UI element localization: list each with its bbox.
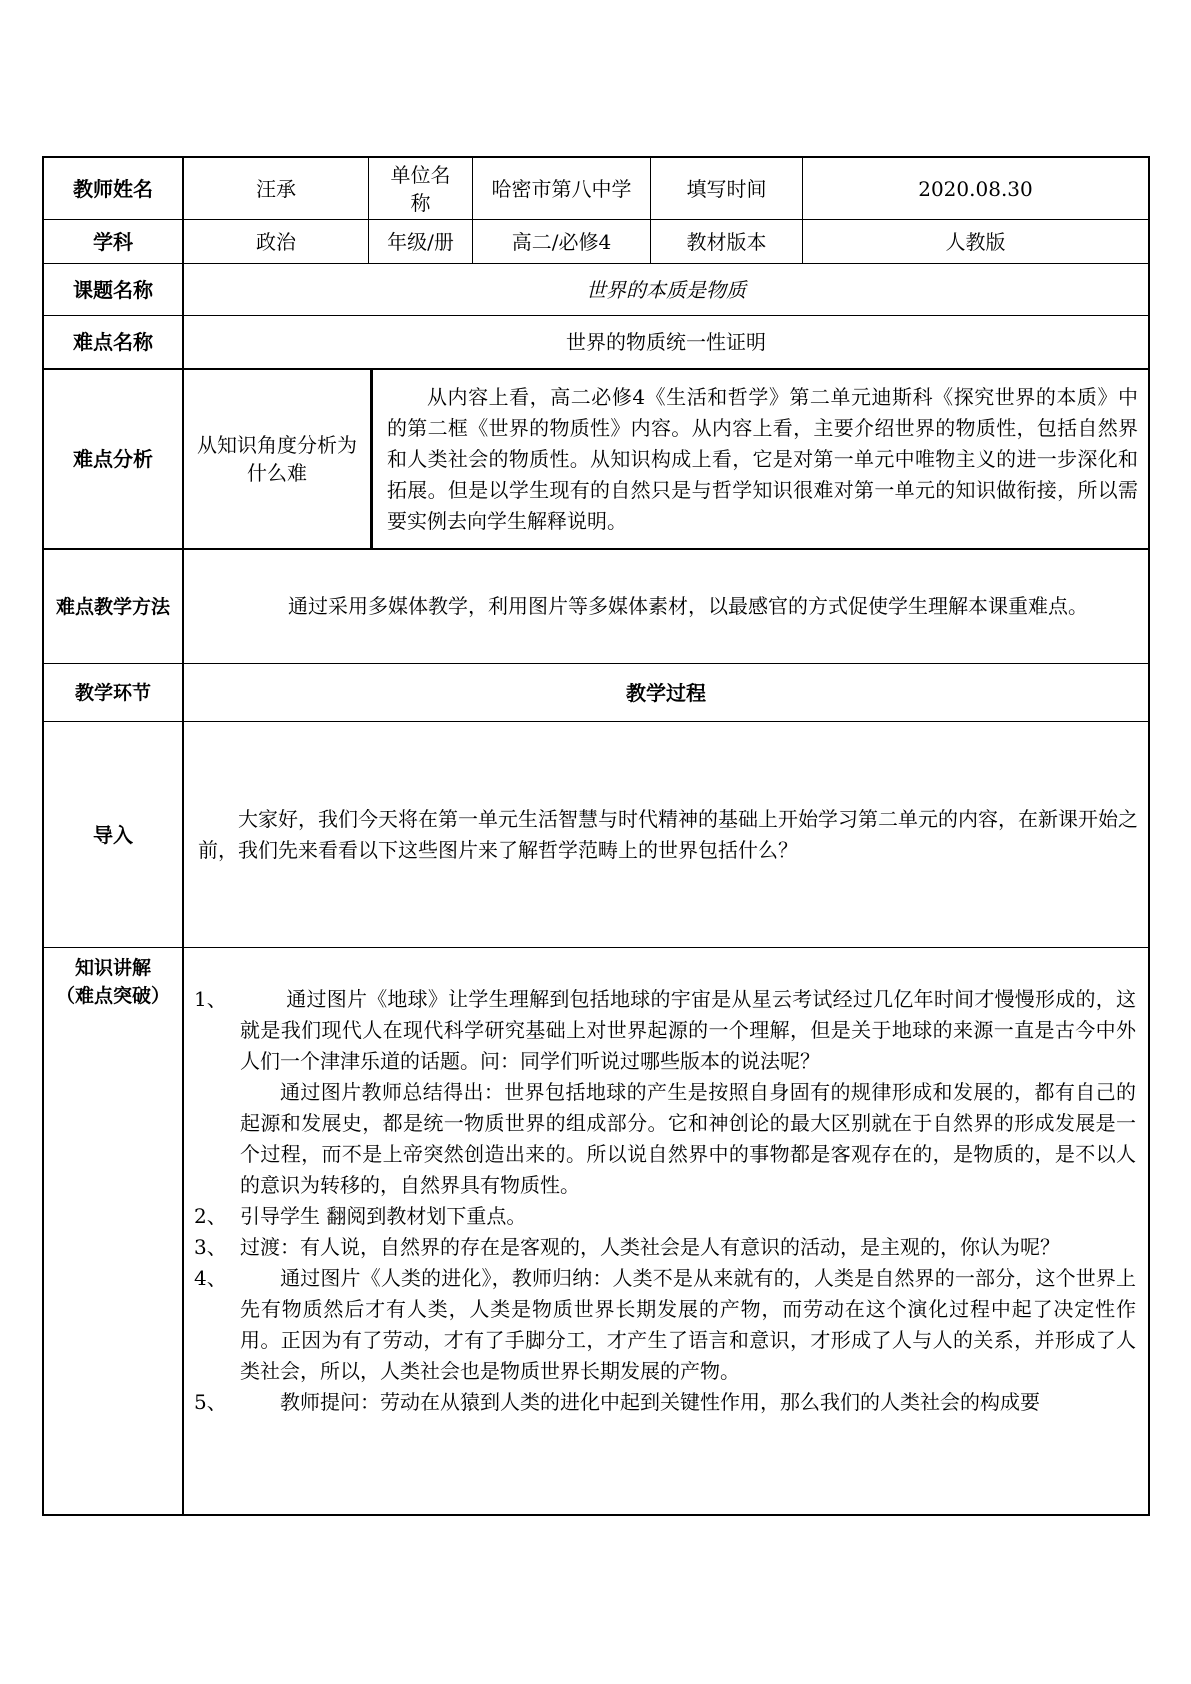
unit-label: 单位名称: [368, 158, 472, 219]
row-teacher: [44, 158, 1148, 220]
process-stage-label: 教学环节: [74, 681, 151, 704]
knowledge-label-line1: 知识讲解: [74, 957, 151, 979]
teacher-value: 汪承: [182, 158, 368, 219]
analysis-text-cell: [370, 370, 1148, 548]
row-topic: [44, 264, 1148, 316]
list-item-text: 通过图片《地球》让学生理解到包括地球的宇宙是从星云考试经过几亿年时间才慢慢形成的，这就是我们现代人在现代科学研究基础上对世界起源的一个理解，但是关于地球的来源一直是古今中外人们一个津津乐道的话题。问：同学们听说过哪些版本的说法呢？: [240, 987, 1136, 1073]
unit-value: 哈密市第八中学: [472, 158, 650, 219]
method-text: 通过采用多媒体教学，利用图片等多媒体素材，以最感官的方式促使学生理解本课重难点。: [288, 594, 1088, 618]
analysis-label: 难点分析: [73, 447, 153, 471]
knowledge-list: [182, 948, 1148, 1514]
edition-label: 教材版本: [650, 220, 802, 263]
topic-value: 世界的本质是物质: [182, 264, 1148, 315]
method-label: 难点教学方法: [55, 595, 170, 618]
list-item-number: 2、: [194, 1204, 227, 1228]
row-knowledge: [44, 948, 1148, 1514]
list-item: [194, 1201, 1136, 1232]
analysis-sub-label: 从知识角度分析为什么难: [182, 370, 370, 548]
list-item: [194, 1263, 1136, 1387]
list-item-number: 3、: [194, 1235, 227, 1259]
list-item-text: 引导学生 翻阅到教材划下重点。: [240, 1204, 527, 1228]
edition-value: 人教版: [802, 220, 1148, 263]
analysis-text: 从内容上看，高二必修4《生活和哲学》第二单元迪斯科《探究世界的本质》中的第二框《世界的物质性》内容。从内容上看，主要介绍世界的物质性，包括自然界和人类社会的物质性。从知识构成上看，它是对第一单元中唯物主义的进一步深化和拓展。但是以学生现有的自然只是与哲学知识很难对第一单元的知识做衔接，所以需要实例去向学生解释说明。: [387, 385, 1138, 533]
date-value: 2020.08.30: [802, 158, 1148, 219]
lesson-plan-table: [42, 156, 1150, 1516]
intro-text-cell: [182, 722, 1148, 947]
process-title: 教学过程: [182, 664, 1148, 721]
intro-text: 大家好，我们今天将在第一单元生活智慧与时代精神的基础上开始学习第二单元的内容，在新课开始之前，我们先来看看以下这些图片来了解哲学范畴上的世界包括什么？: [198, 806, 1138, 862]
grade-label: 年级/册: [368, 220, 472, 263]
list-item: [194, 984, 1136, 1077]
method-text-cell: [182, 550, 1148, 663]
row-method: [44, 550, 1148, 664]
row-analysis: [44, 370, 1148, 550]
teacher-label: 教师姓名: [73, 176, 153, 201]
topic-label: 课题名称: [73, 277, 153, 302]
row-subject: [44, 220, 1148, 264]
difficulty-label: 难点名称: [73, 330, 153, 354]
row-process-header: [44, 664, 1148, 722]
row-difficulty: [44, 316, 1148, 370]
list-item-text: 教师提问：劳动在从猿到人类的进化中起到关键性作用，那么我们的人类社会的构成要: [280, 1390, 1040, 1414]
knowledge-label: [44, 954, 182, 1010]
list-item-number: 1、: [194, 987, 227, 1011]
list-item-continuation: 通过图片教师总结得出：世界包括地球的产生是按照自身固有的规律形成和发展的，都有自己的起源和发展史，都是统一物质世界的组成部分。它和神创论的最大区别就在于自然界的形成发展是一个过程，而不是上帝突然创造出来的。所以说自然界中的事物都是客观存在的，是物质的，是不以人的意识为转移的，自然界具有物质性。: [240, 1080, 1136, 1197]
subject-value: 政治: [182, 220, 368, 263]
list-item-text: 通过图片《人类的进化》，教师归纳：人类不是从来就有的，人类是自然界的一部分，这个世界上先有物质然后才有人类，人类是物质世界长期发展的产物，而劳动在这个演化过程中起了决定性作用。正因为有了劳动，才有了手脚分工，才产生了语言和意识，才形成了人与人的关系，并形成了人类社会，所以，人类社会也是物质世界长期发展的产物。: [240, 1266, 1136, 1383]
row-intro: [44, 722, 1148, 948]
subject-label: 学科: [93, 229, 133, 254]
list-item-text: 过渡：有人说，自然界的存在是客观的，人类社会是人有意识的活动，是主观的，你认为呢？: [240, 1235, 1060, 1259]
difficulty-value: 世界的物质统一性证明: [182, 316, 1148, 368]
list-item-number: 5、: [194, 1390, 227, 1414]
knowledge-label-line2: （难点突破）: [55, 985, 170, 1007]
list-item: [194, 1232, 1136, 1263]
list-item: [194, 1387, 1136, 1418]
date-label: 填写时间: [650, 158, 802, 219]
grade-value: 高二/必修4: [472, 220, 650, 263]
list-item-number: 4、: [194, 1266, 227, 1290]
intro-label: 导入: [93, 822, 133, 847]
